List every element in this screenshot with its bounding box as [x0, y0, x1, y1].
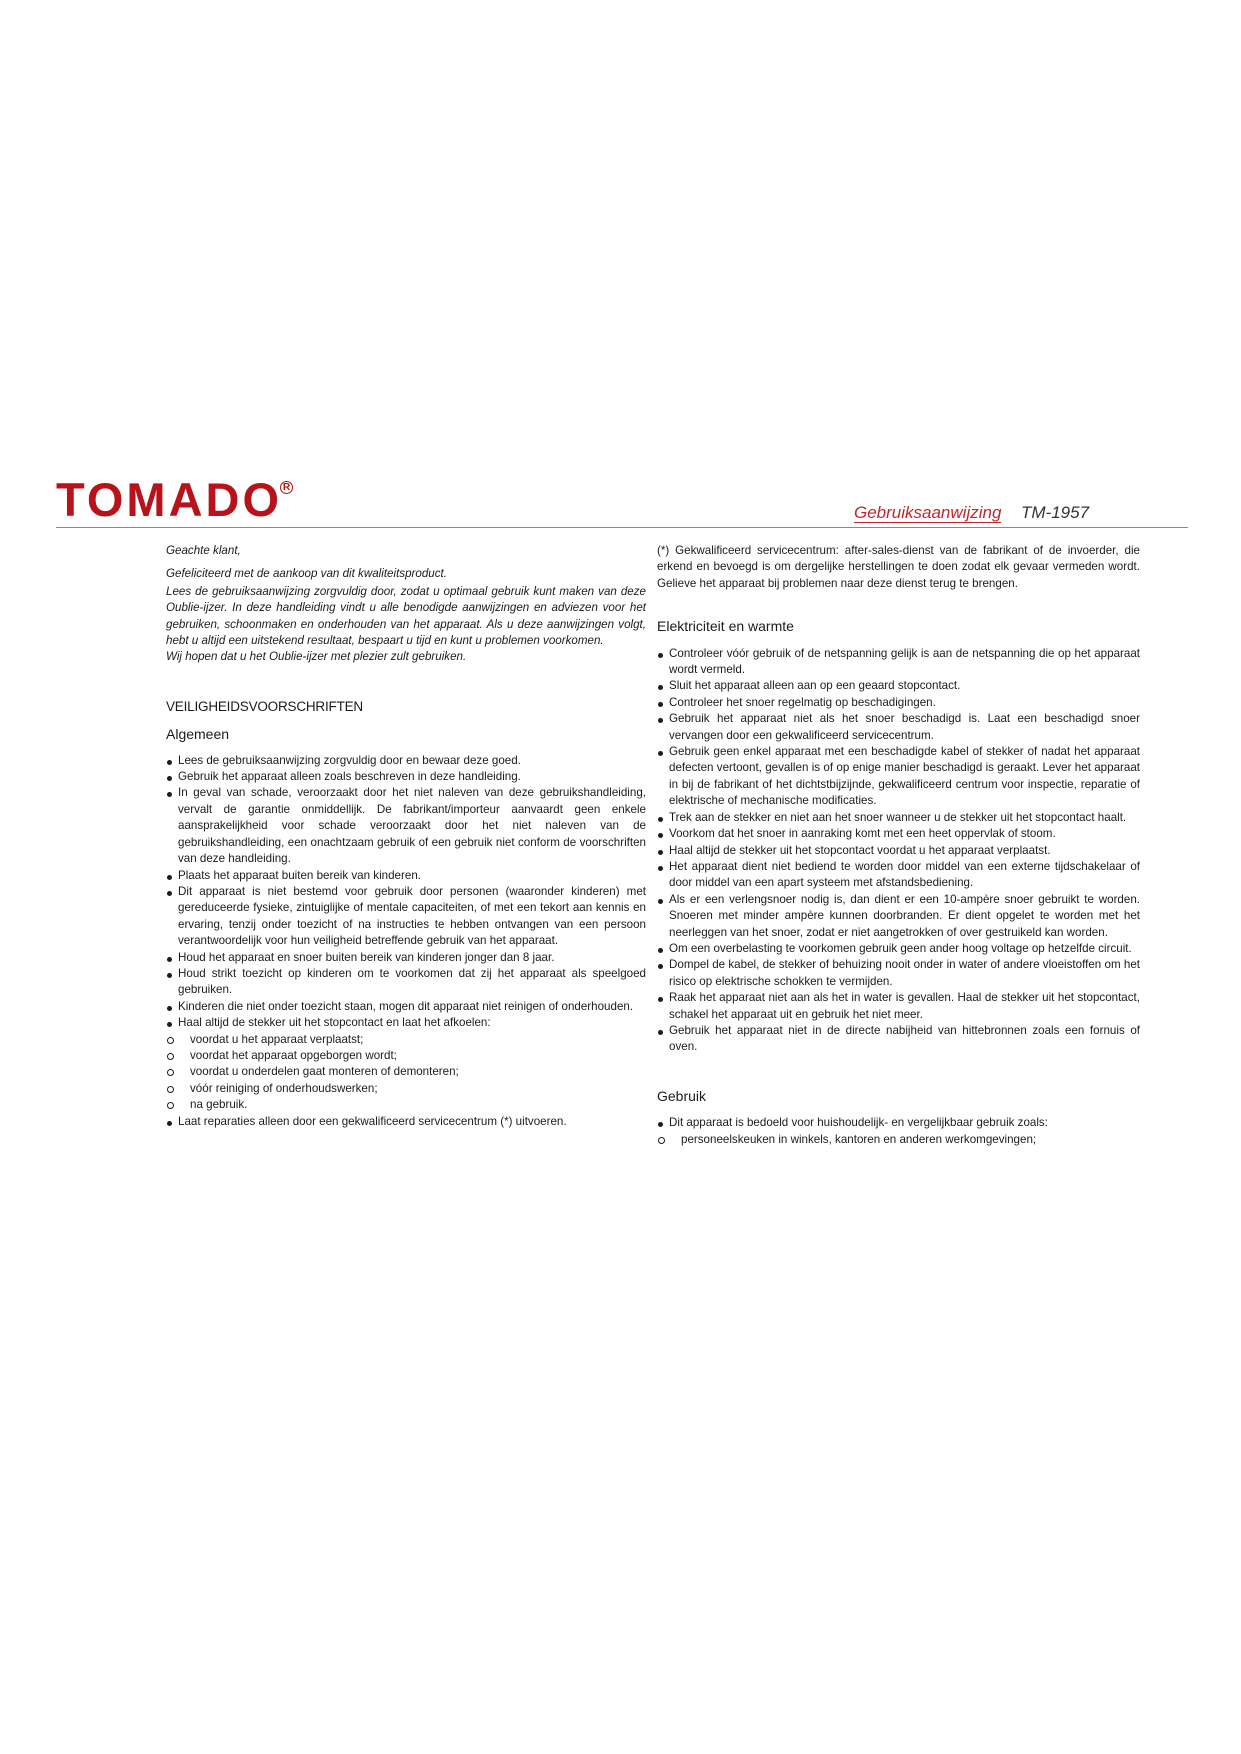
list-item: Raak het apparaat niet aan als het in water is gevallen. Haal de stekker uit het stopcontact, schakel het apparaat uit en gebruik het niet meer. [657, 990, 1140, 1023]
list-item: Trek aan de stekker en niet aan het snoer wanneer u de stekker uit het stopcontact haalt. [657, 810, 1140, 826]
list-item: Lees de gebruiksaanwijzing zorgvuldig door en bewaar deze goed. [166, 753, 646, 769]
list-item: Houd het apparaat en snoer buiten bereik van kinderen jonger dan 8 jaar. [166, 950, 646, 966]
intro-body: Lees de gebruiksaanwijzing zorgvuldig door, zodat u optimaal gebruik kunt maken van deze Oublie-ijzer. In deze handleiding vindt u alle benodigde aanwijzingen en adviezen voor het gebruiken, schoonmaken en onderhouden van het apparaat. Als u deze aanwijzingen volgt, hebt u altijd een uitstekend resultaat, bespaart u tijd en kunt u problemen voorkomen. [166, 584, 646, 648]
list-item: Houd strikt toezicht op kinderen om te voorkomen dat zij het apparaat als speelgoed gebruiken. [166, 966, 646, 999]
right-column [657, 543, 1140, 1148]
intro-section [166, 543, 646, 666]
list-item: Gebruik het apparaat alleen zoals beschreven in deze handleiding. [166, 769, 646, 785]
electricity-list [657, 646, 1140, 1056]
use-heading: Gebruik [657, 1087, 707, 1104]
intro-closing: Wij hopen dat u het Oublie-ijzer met plezier zult gebruiken. [166, 650, 467, 664]
model-number: TM-1957 [1021, 503, 1090, 522]
left-column [166, 543, 646, 1130]
use-sublist [657, 1132, 1140, 1148]
general-list [166, 753, 646, 1032]
list-item: Gebruik geen enkel apparaat met een beschadigde kabel of stekker of nadat het apparaat defecten vertoont, gevallen is of op enige manier beschadigd is geraakt. Lever het apparaat in bij de fabrikant of het dichtstbijzijnde, gekwalificeerd centrum voor inspectie, reparatie of elektrische of mechanische modificaties. [657, 744, 1140, 810]
list-item: Plaats het apparaat buiten bereik van kinderen. [166, 868, 646, 884]
document-type-label [854, 503, 1001, 523]
sub-list-item: voordat u het apparaat verplaatst; [166, 1032, 646, 1048]
list-item: In geval van schade, veroorzaakt door het niet naleven van deze gebruikshandleiding, vervalt de garantie onmiddellijk. De fabrikant/importeur aanvaardt geen enkele aansprakelijkheid voor schade veroorzaakt door het niet naleven van de gebruikshandleiding, een onachtzaam gebruik of een gebruik niet conform de voorschriften van deze handleiding. [166, 785, 646, 867]
list-item: Haal altijd de stekker uit het stopcontact en laat het afkoelen: [166, 1015, 646, 1031]
electricity-heading: Elektriciteit en warmte [657, 618, 794, 635]
list-item: Dit apparaat is niet bestemd voor gebruik door personen (waaronder kinderen) met gereduceerde fysieke, zintuiglijke of mentale capaciteiten, of met een tekort aan kennis en ervaring, tenzij onder toezicht of na instructies te hebben ontvangen van een persoon verantwoordelijk voor hun veiligheid betreffende gebruik van het apparaat. [166, 884, 646, 950]
document-type-text: Gebruiksaanwijzing [854, 503, 1002, 522]
sub-list-item: personeelskeuken in winkels, kantoren en anderen werkomgevingen; [657, 1132, 1140, 1148]
list-item: Om een overbelasting te voorkomen gebruik geen ander hoog voltage op hetzelfde circuit. [657, 941, 1140, 957]
registered-mark-icon: R [280, 481, 293, 494]
list-item: Laat reparaties alleen door een gekwalificeerd servicecentrum (*) uitvoeren. [166, 1114, 646, 1130]
list-item: Kinderen die niet onder toezicht staan, mogen dit apparaat niet reinigen of onderhouden. [166, 999, 646, 1015]
list-item: Haal altijd de stekker uit het stopcontact voordat u het apparaat verplaatst. [657, 843, 1140, 859]
sub-list-item: na gebruik. [166, 1097, 646, 1113]
list-item: Controleer vóór gebruik of de netspanning gelijk is aan de netspanning die op het apparaat wordt vermeld. [657, 646, 1140, 679]
list-item: Controleer het snoer regelmatig op beschadigingen. [657, 695, 1140, 711]
sub-list-item: voordat u onderdelen gaat monteren of demonteren; [166, 1064, 646, 1080]
list-item: Gebruik het apparaat niet in de directe nabijheid van hittebronnen zoals een fornuis of oven. [657, 1023, 1140, 1056]
general-heading: Algemeen [166, 726, 230, 743]
service-centre-note: (*) Gekwalificeerd servicecentrum: after-sales-dienst van de fabrikant of de invoerder, die erkend en bevoegd is om dergelijke herstellingen te doen zodat elk gevaar vermeden wordt. Gelieve het apparaat bij problemen naar deze dienst terug te brengen. [657, 544, 1140, 590]
sub-list-item: vóór reiniging of onderhoudswerken; [166, 1081, 646, 1097]
header-divider [56, 527, 1188, 528]
unplug-sublist [166, 1032, 646, 1114]
list-item: Als er een verlengsnoer nodig is, dan dient er een 10-ampère snoer gebruikt te worden. Snoeren met minder ampère kunnen doorbranden. Er dient opgelet te worden met het neerleggen van het snoer, zodat er niet aangetrokken of over gestruikeld kan worden. [657, 892, 1140, 941]
list-item: Dompel de kabel, de stekker of behuizing nooit onder in water of andere vloeistoffen om het risico op elektrische schokken te vermijden. [657, 957, 1140, 990]
list-item: Gebruik het apparaat niet als het snoer beschadigd is. Laat een beschadigd snoer vervangen door een gekwalificeerd servicecentrum. [657, 711, 1140, 744]
brand-logo: TOMADO [56, 473, 283, 526]
intro-greeting: Geachte klant, [166, 544, 241, 557]
safety-heading: VEILIGHEIDSVOORSCHRIFTEN [166, 698, 363, 714]
list-item: Sluit het apparaat alleen aan op een geaard stopcontact. [657, 678, 1140, 694]
list-item: Het apparaat dient niet bediend te worden door middel van een externe tijdschakelaar of door middel van een apart systeem met afstandsbediening. [657, 859, 1140, 892]
sub-list-item: voordat het apparaat opgeborgen wordt; [166, 1048, 646, 1064]
repairs-list [166, 1114, 646, 1130]
intro-congrats: Gefeliciteerd met de aankoop van dit kwaliteitsproduct. [166, 567, 447, 581]
list-item: Voorkom dat het snoer in aanraking komt met een heet oppervlak of stoom. [657, 826, 1140, 842]
use-list [657, 1115, 1140, 1131]
list-item: Dit apparaat is bedoeld voor huishoudelijk- en vergelijkbaar gebruik zoals: [657, 1115, 1140, 1131]
